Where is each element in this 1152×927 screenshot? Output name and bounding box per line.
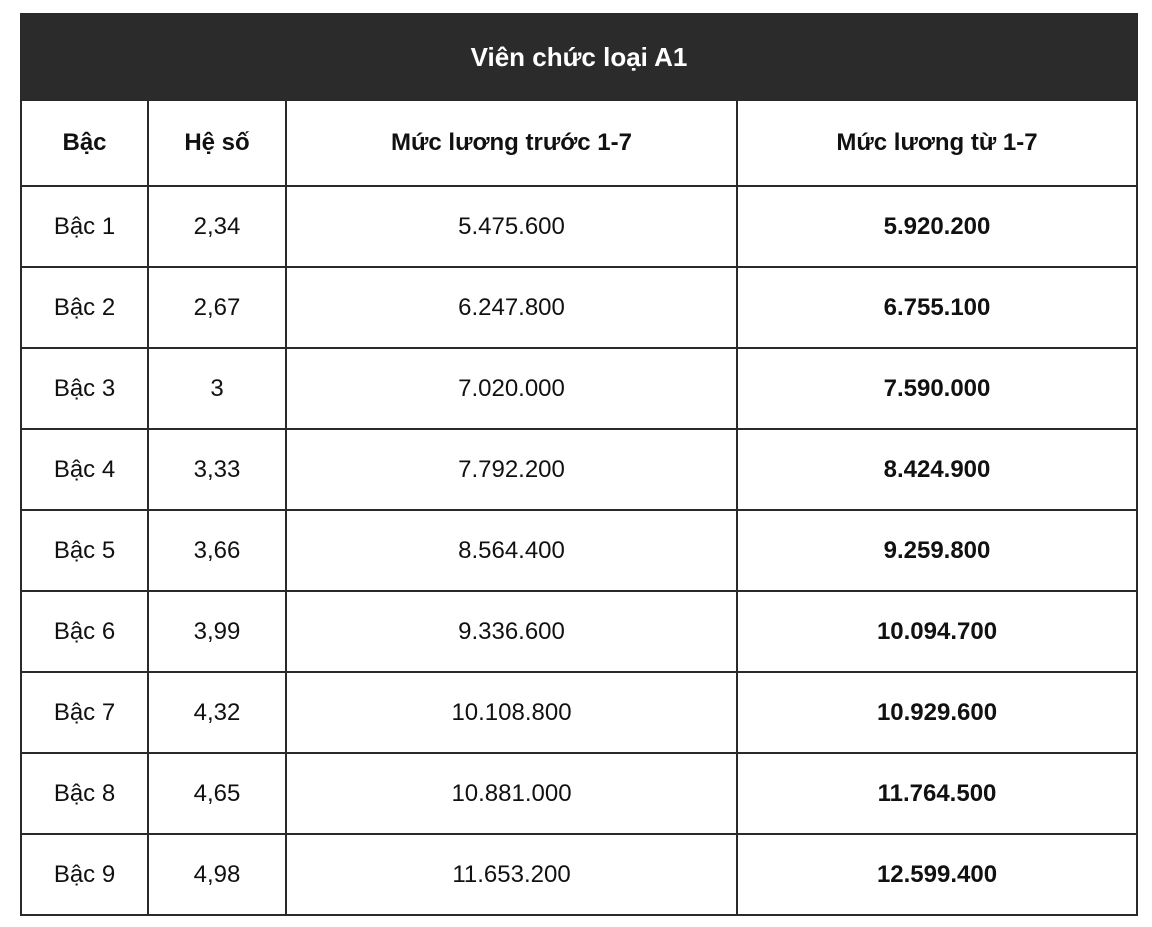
cell-muc-luong-truoc: 6.247.800 xyxy=(286,267,737,348)
cell-he-so: 4,65 xyxy=(148,753,286,834)
cell-bac: Bậc 4 xyxy=(21,429,148,510)
table-row xyxy=(21,672,1137,753)
cell-muc-luong-truoc: 10.108.800 xyxy=(286,672,737,753)
table-row xyxy=(21,348,1137,429)
cell-muc-luong-tu: 11.764.500 xyxy=(737,753,1137,834)
cell-muc-luong-truoc: 5.475.600 xyxy=(286,186,737,267)
cell-muc-luong-tu: 10.929.600 xyxy=(737,672,1137,753)
header-he-so: Hệ số xyxy=(148,100,286,186)
table-row xyxy=(21,267,1137,348)
cell-bac: Bậc 7 xyxy=(21,672,148,753)
table-row xyxy=(21,186,1137,267)
cell-bac: Bậc 8 xyxy=(21,753,148,834)
cell-he-so: 3,99 xyxy=(148,591,286,672)
header-muc-luong-truoc: Mức lương trước 1-7 xyxy=(286,100,737,186)
table-title: Viên chức loại A1 xyxy=(21,14,1137,100)
header-bac: Bậc xyxy=(21,100,148,186)
cell-muc-luong-tu: 9.259.800 xyxy=(737,510,1137,591)
cell-he-so: 3,66 xyxy=(148,510,286,591)
cell-he-so: 3 xyxy=(148,348,286,429)
cell-bac: Bậc 3 xyxy=(21,348,148,429)
cell-muc-luong-tu: 10.094.700 xyxy=(737,591,1137,672)
cell-muc-luong-tu: 8.424.900 xyxy=(737,429,1137,510)
table-row xyxy=(21,591,1137,672)
cell-he-so: 2,67 xyxy=(148,267,286,348)
table-title-row xyxy=(21,14,1137,100)
cell-muc-luong-truoc: 9.336.600 xyxy=(286,591,737,672)
table-row xyxy=(21,834,1137,915)
cell-bac: Bậc 1 xyxy=(21,186,148,267)
cell-bac: Bậc 2 xyxy=(21,267,148,348)
salary-table xyxy=(20,13,1138,916)
header-muc-luong-tu: Mức lương từ 1-7 xyxy=(737,100,1137,186)
cell-he-so: 4,32 xyxy=(148,672,286,753)
cell-muc-luong-truoc: 10.881.000 xyxy=(286,753,737,834)
cell-bac: Bậc 6 xyxy=(21,591,148,672)
cell-muc-luong-truoc: 7.020.000 xyxy=(286,348,737,429)
salary-table-container xyxy=(20,13,1136,916)
cell-bac: Bậc 9 xyxy=(21,834,148,915)
cell-he-so: 3,33 xyxy=(148,429,286,510)
table-row xyxy=(21,510,1137,591)
cell-bac: Bậc 5 xyxy=(21,510,148,591)
cell-muc-luong-truoc: 11.653.200 xyxy=(286,834,737,915)
cell-muc-luong-tu: 7.590.000 xyxy=(737,348,1137,429)
cell-he-so: 4,98 xyxy=(148,834,286,915)
cell-he-so: 2,34 xyxy=(148,186,286,267)
table-row xyxy=(21,753,1137,834)
cell-muc-luong-tu: 12.599.400 xyxy=(737,834,1137,915)
cell-muc-luong-tu: 5.920.200 xyxy=(737,186,1137,267)
cell-muc-luong-truoc: 8.564.400 xyxy=(286,510,737,591)
table-header-row xyxy=(21,100,1137,186)
table-row xyxy=(21,429,1137,510)
cell-muc-luong-tu: 6.755.100 xyxy=(737,267,1137,348)
cell-muc-luong-truoc: 7.792.200 xyxy=(286,429,737,510)
